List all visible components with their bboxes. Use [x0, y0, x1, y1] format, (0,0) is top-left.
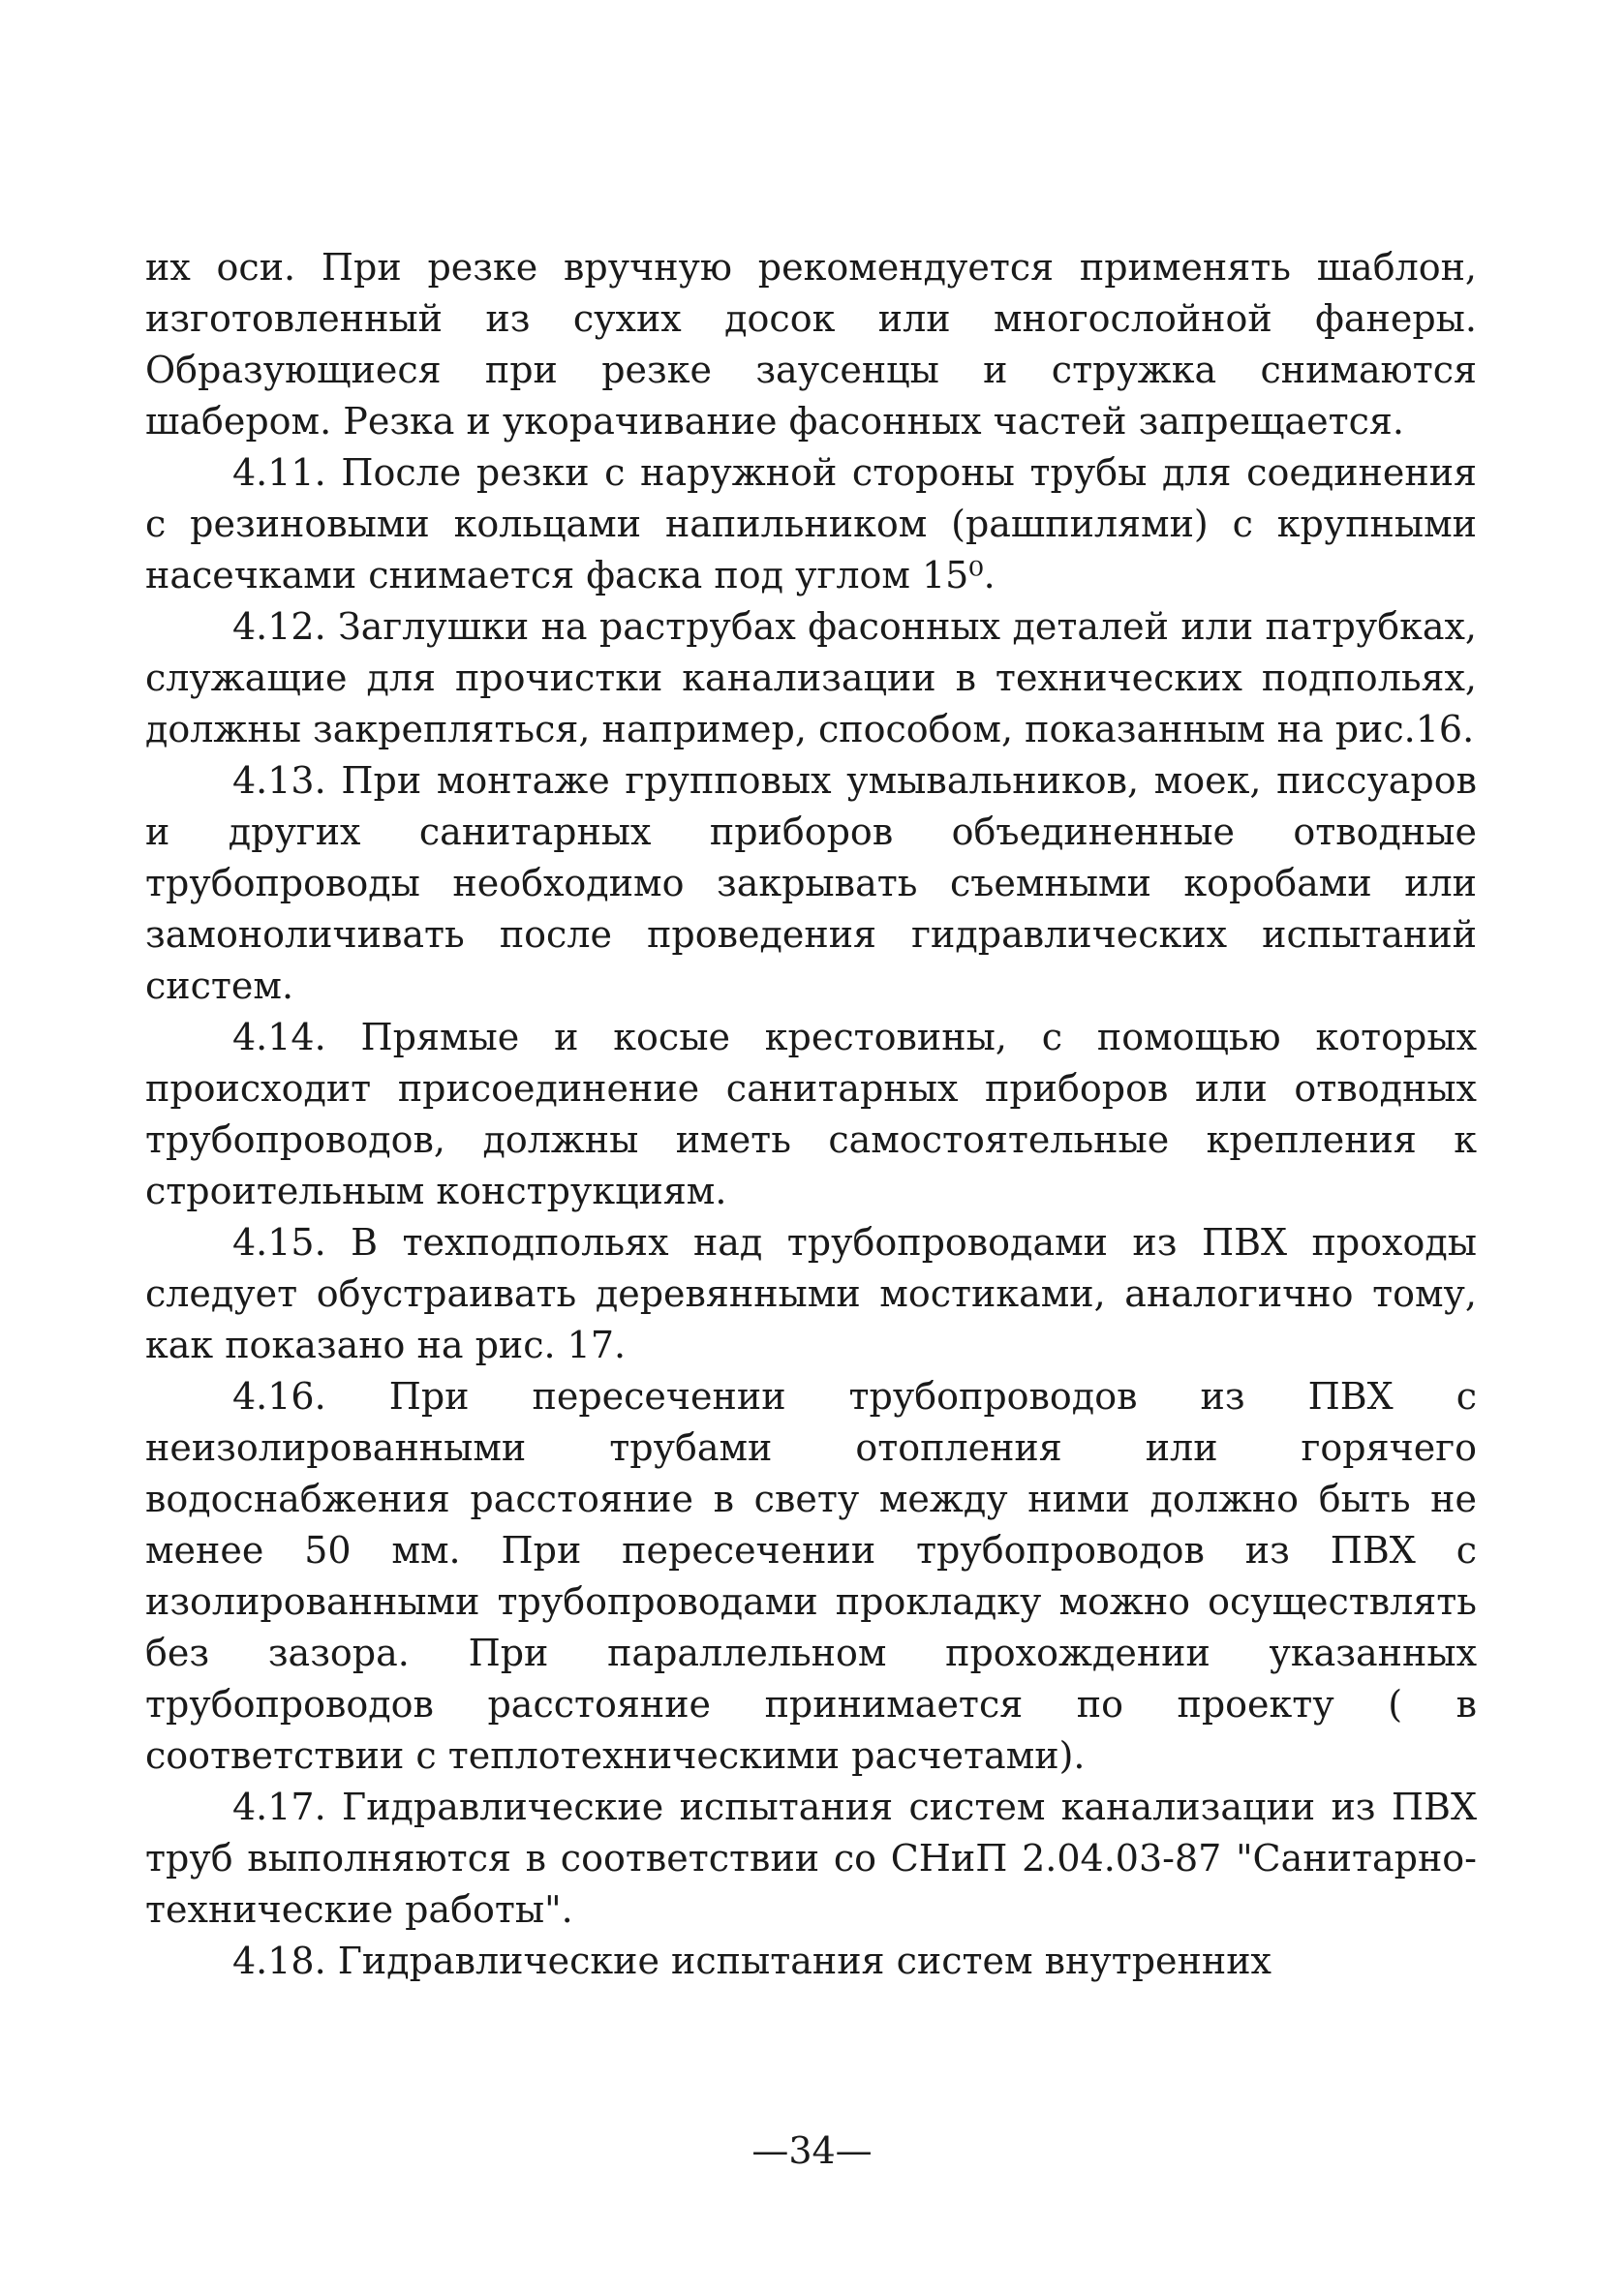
page-number: —34— [751, 2129, 873, 2172]
paragraph-4-14: 4.14. Прямые и косые крестовины, с помощью которых происходит присоединение санитарных приборов или отводных трубопроводов, должны иметь самостоятельные крепления к строительным конструкциям. [145, 1016, 1477, 1212]
paragraph-4-17: 4.17. Гидравлические испытания систем канализации из ПВХ труб выполняются в соответствии со СНиП 2.04.03-87 "Санитарно-технические работы". [145, 1786, 1477, 1931]
paragraph-4-13: 4.13. При монтаже групповых умывальников, моек, писсуаров и других санитарных приборов объединенные отводные трубопроводы необходимо закрывать съемными коробами или замоноличивать после проведения гидравлических испытаний систем. [145, 759, 1477, 1007]
paragraph-continuation: их оси. При резке вручную рекомендуется применять шаблон, изготовленный из сухих досок или многослойной фанеры. Образующиеся при резке заусенцы и стружка снимаются шабером. Резка и укорачивание фасонных частей запрещается. [145, 246, 1477, 443]
paragraph-4-18: 4.18. Гидравлические испытания систем внутренних [232, 1940, 1272, 1982]
body-text [145, 242, 1477, 1987]
paragraph-4-15: 4.15. В техподпольях над трубопроводами из ПВХ проходы следует обустраивать деревянными мостиками, аналогично тому, как показано на рис. 17. [145, 1221, 1477, 1366]
paragraph-4-11: 4.11. После резки с наружной стороны трубы для соединения с резиновыми кольцами напильником (рашпилями) с крупными насечками снимается фаска под углом 15⁰. [145, 451, 1477, 596]
paragraph-4-16: 4.16. При пересечении трубопроводов из ПВХ с неизолированными трубами отопления или горячего водоснабжения расстояние в свету между ними должно быть не менее 50 мм. При пересечении трубопроводов из ПВХ с изолированными трубопроводами прокладку можно осуществлять без зазора. При параллельном прохождении указанных трубопроводов расстояние принимается по проекту ( в соответствии с теплотехническими расчетами). [145, 1375, 1477, 1777]
paragraph-4-12: 4.12. Заглушки на раструбах фасонных деталей или патрубках, служащие для прочистки канализации в технических подпольях, должны закрепляться, например, способом, показанным на рис.16. [145, 605, 1477, 750]
